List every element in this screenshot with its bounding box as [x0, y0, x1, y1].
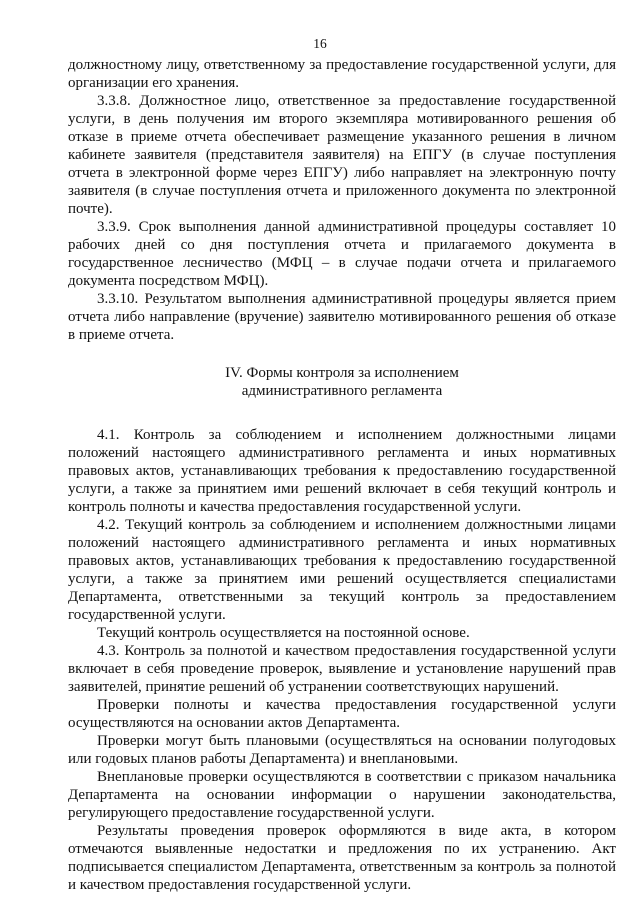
section-heading-line-1: IV. Формы контроля за исполнением [225, 365, 459, 381]
paragraph-unscheduled-checks: Внеплановые проверки осуществляются в соответствии с приказом начальника Департамента на основании информации о нарушении законодательства, регулирующего предоставление государственной услуги. [68, 769, 616, 821]
paragraph-4-3: 4.3. Контроль за полнотой и качеством предоставления государственной услуги включает в себя проведение проверок, выявление и установление нарушений прав заявителей, принятие решений об устранении соответствующих нарушений. [68, 643, 616, 695]
paragraph-current-control: Текущий контроль осуществляется на постоянной основе. [97, 625, 470, 641]
paragraph-3-3-8: 3.3.8. Должностное лицо, ответственное за предоставление государственной услуги, в день получения им второго экземпляра мотивированного решения об отказе в приеме отчета обеспечивает размещение указанного решения в личном кабинете заявителя (представителя заявителя) на ЕПГУ (в случае поступления отчета в электронной форме через ЕПГУ) либо направляет на электронную почту заявителя (в случае поступления отчета и приложенного документа по электронной почте). [68, 93, 616, 217]
document-body [68, 56, 616, 894]
paragraph-continuation: должностному лицу, ответственному за предоставление государственной услуги, для организации его хранения. [68, 57, 616, 91]
page-number: 16 [313, 36, 327, 51]
paragraph-4-2: 4.2. Текущий контроль за соблюдением и исполнением должностными лицами положений настоящего административного регламента и иных нормативных правовых актов, устанавливающих требования к предоставлению государственной услуги, а также за принятием ими решений осуществляется специалистами Департамента, ответственными за текущий контроль за предоставлением государственной услуги. [68, 517, 616, 623]
paragraph-3-3-10: 3.3.10. Результатом выполнения административной процедуры является прием отчета либо направление (вручение) заявителю мотивированного решения об отказе в приеме отчета. [68, 291, 616, 343]
paragraph-3-3-9: 3.3.9. Срок выполнения данной административной процедуры составляет 10 рабочих дней со дня поступления отчета и прилагаемого документа в государственное лесничество (МФЦ – в случае подачи отчета и прилагаемого документа посредством МФЦ). [68, 219, 616, 289]
paragraph-check-results: Результаты проведения проверок оформляются в виде акта, в котором отмечаются выявленные недостатки и предложения по их устранению. Акт подписывается специалистом Департамента, ответственным за контроль за полнотой и качеством предоставления государственной услуги. [68, 823, 616, 893]
paragraph-checks-types: Проверки могут быть плановыми (осуществляться на основании полугодовых или годовых планов работы Департамента) и внеплановыми. [68, 733, 616, 767]
paragraph-checks-basis: Проверки полноты и качества предоставления государственной услуги осуществляются на основании актов Департамента. [68, 697, 616, 731]
section-heading [68, 364, 616, 400]
paragraph-4-1: 4.1. Контроль за соблюдением и исполнением должностными лицами положений настоящего административного регламента и иных нормативных правовых актов, устанавливающих требования к предоставлению государственной услуги, а также за принятием ими решений включает в себя текущий контроль и контроль полноты и качества предоставления государственной услуги. [68, 427, 616, 515]
section-heading-line-2: административного регламента [241, 383, 443, 399]
